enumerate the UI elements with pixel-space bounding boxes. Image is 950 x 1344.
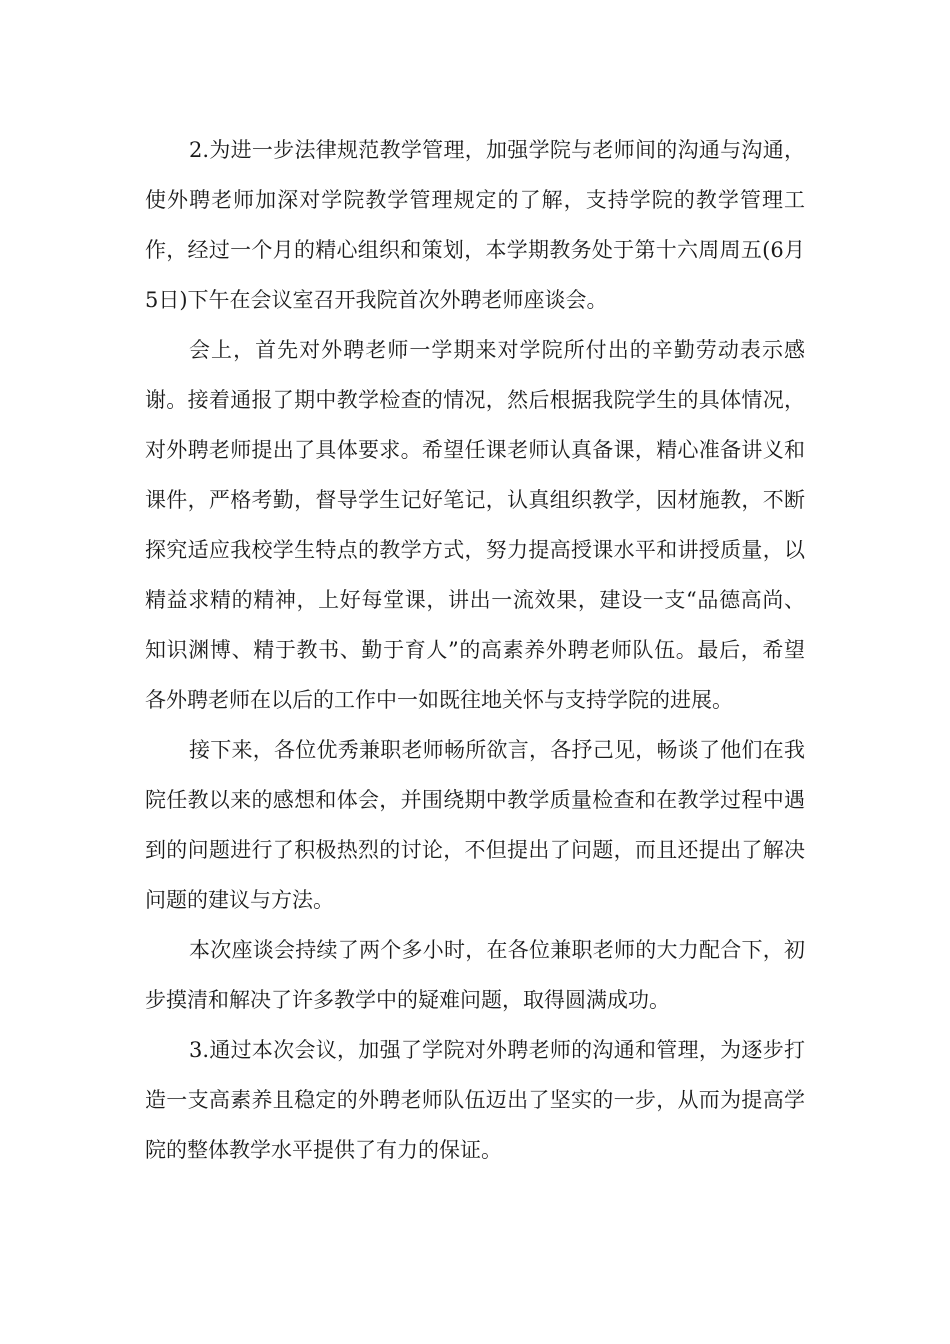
paragraph-meeting-content: 会上，首先对外聘老师一学期来对学院所付出的辛勤劳动表示感谢。接着通报了期中教学检查的情况，然后根据我院学生的具体情况，对外聘老师提出了具体要求。希望任课老师认真备课，精心准备讲义和课件，严格考勤，督导学生记好笔记，认真组织教学，因材施教，不断探究适应我校学生特点的教学方式，努力提高授课水平和讲授质量，以精益求精的精神，上好每堂课，讲出一流效果，建设一支“品德高尚、知识渊博、精于教书、勤于育人”的高素养外聘老师队伍。最后，希望各外聘老师在以后的工作中一如既往地关怀与支持学院的进展。 (145, 338, 805, 712)
paragraph-meeting-result: 本次座谈会持续了两个多小时，在各位兼职老师的大力配合下，初步摸清和解决了许多教学中的疑难问题，取得圆满成功。 (145, 938, 805, 1012)
paragraph-teacher-discussion: 接下来，各位优秀兼职老师畅所欲言，各抒己见，畅谈了他们在我院任教以来的感想和体会，并围绕期中教学质量检查和在教学过程中遇到的问题进行了积极热烈的讨论，不但提出了问题，而且还提出了解决问题的建议与方法。 (145, 738, 805, 912)
paragraph-item-2-intro: 2.为进一步法律规范教学管理，加强学院与老师间的沟通与沟通，使外聘老师加深对学院教学管理规定的了解，支持学院的教学管理工作，经过一个月的精心组织和策划，本学期教务处于第十六周周五(6月5日)下午在会议室召开我院首次外聘老师座谈会。 (145, 138, 805, 312)
document-body (145, 125, 805, 1175)
paragraph-item-3-conclusion: 3.通过本次会议，加强了学院对外聘老师的沟通和管理，为逐步打造一支高素养且稳定的外聘老师队伍迈出了坚实的一步，从而为提高学院的整体教学水平提供了有力的保证。 (145, 1038, 805, 1162)
